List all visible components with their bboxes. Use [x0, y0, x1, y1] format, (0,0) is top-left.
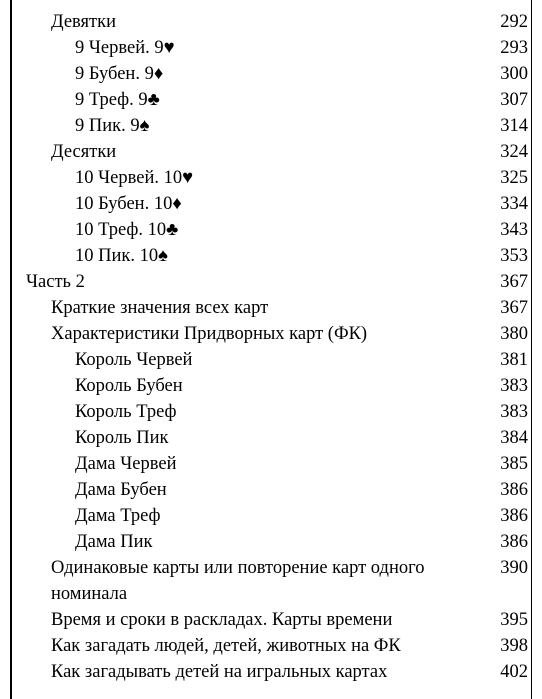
toc-entry	[0, 633, 542, 659]
toc-entry-title: Девятки	[51, 12, 117, 32]
toc-entry	[0, 321, 542, 347]
toc-entry-title: Одинаковые карты или повторение карт одного номинала	[51, 558, 425, 604]
toc-entry-page-number: 386	[500, 506, 528, 526]
toc-entry	[0, 659, 542, 685]
toc-entry	[0, 87, 542, 113]
toc-entry-title: Десятки	[51, 142, 117, 162]
toc-entry	[0, 269, 542, 295]
toc-entry-title: Дама Треф	[75, 506, 161, 526]
toc-entry-title: 10 Червей. 10♥	[75, 168, 194, 188]
toc-entry	[0, 477, 542, 503]
toc-entry-page-number: 383	[500, 402, 528, 422]
toc-entry-page-number: 353	[500, 246, 528, 266]
toc-entry-title: 10 Пик. 10♠	[75, 246, 168, 266]
toc-entry-title: Часть 2	[26, 272, 85, 292]
toc-entry-title: Характеристики Придворных карт (ФК)	[51, 324, 368, 344]
toc-entry-title: 9 Бубен. 9♦	[75, 64, 164, 84]
toc-entry-page-number: 300	[500, 64, 528, 84]
toc-entry	[0, 217, 542, 243]
toc-entry-page-number: 385	[500, 454, 528, 474]
toc-entry-page-number: 343	[500, 220, 528, 240]
toc-entry-title: 10 Бубен. 10♦	[75, 194, 182, 214]
toc-entry	[0, 373, 542, 399]
toc-entry	[0, 451, 542, 477]
toc-entry	[0, 529, 542, 555]
toc-entry-page-number: 314	[500, 116, 528, 136]
toc-entry-page-number: 307	[500, 90, 528, 110]
toc-entry-page-number: 334	[500, 194, 528, 214]
toc-entry-page-number: 384	[500, 428, 528, 448]
toc-entry-page-number: 381	[500, 350, 528, 370]
toc-entry	[0, 165, 542, 191]
toc-entry-page-number: 386	[500, 480, 528, 500]
table-of-contents	[0, 9, 542, 685]
toc-entry-title: 9 Треф. 9♣	[75, 90, 160, 110]
toc-entry-title: 9 Червей. 9♥	[75, 38, 175, 58]
toc-entry	[0, 113, 542, 139]
toc-entry	[0, 243, 542, 269]
toc-entry-title: Время и сроки в раскладах. Карты времени	[51, 610, 393, 630]
toc-entry-title: Дама Бубен	[75, 480, 167, 500]
toc-entry-page-number: 380	[500, 324, 528, 344]
toc-entry-title: Краткие значения всех карт	[51, 298, 269, 318]
toc-entry-title: Дама Пик	[75, 532, 153, 552]
toc-entry-page-number: 325	[500, 168, 528, 188]
toc-entry-title: Как загадать людей, детей, животных на ФК	[51, 636, 401, 656]
toc-entry-title: 9 Пик. 9♠	[75, 116, 150, 136]
toc-entry	[0, 9, 542, 35]
toc-entry	[0, 425, 542, 451]
toc-entry	[0, 347, 542, 373]
toc-entry-title: Как загадывать детей на игральных картах	[51, 662, 388, 682]
toc-entry-title: Король Пик	[75, 428, 169, 448]
toc-entry	[0, 399, 542, 425]
toc-entry-title: Король Треф	[75, 402, 177, 422]
toc-entry	[0, 607, 542, 633]
toc-entry-page-number: 402	[500, 662, 528, 682]
toc-entry-title: Дама Червей	[75, 454, 177, 474]
toc-entry	[0, 295, 542, 321]
toc-entry-page-number: 293	[500, 38, 528, 58]
toc-entry	[0, 555, 542, 607]
toc-entry	[0, 139, 542, 165]
toc-entry	[0, 503, 542, 529]
toc-entry	[0, 35, 542, 61]
toc-entry-title: Король Бубен	[75, 376, 183, 396]
toc-entry-page-number: 367	[500, 272, 528, 292]
toc-entry	[0, 191, 542, 217]
toc-entry-page-number: 324	[500, 142, 528, 162]
toc-entry-title: 10 Треф. 10♣	[75, 220, 179, 240]
toc-entry	[0, 61, 542, 87]
toc-entry-title: Король Червей	[75, 350, 193, 370]
toc-entry-page-number: 367	[500, 298, 528, 318]
toc-entry-page-number: 390	[500, 558, 528, 578]
toc-entry-page-number: 395	[500, 610, 528, 630]
toc-entry-page-number: 398	[500, 636, 528, 656]
toc-entry-page-number: 386	[500, 532, 528, 552]
toc-entry-page-number: 383	[500, 376, 528, 396]
toc-entry-page-number: 292	[500, 12, 528, 32]
